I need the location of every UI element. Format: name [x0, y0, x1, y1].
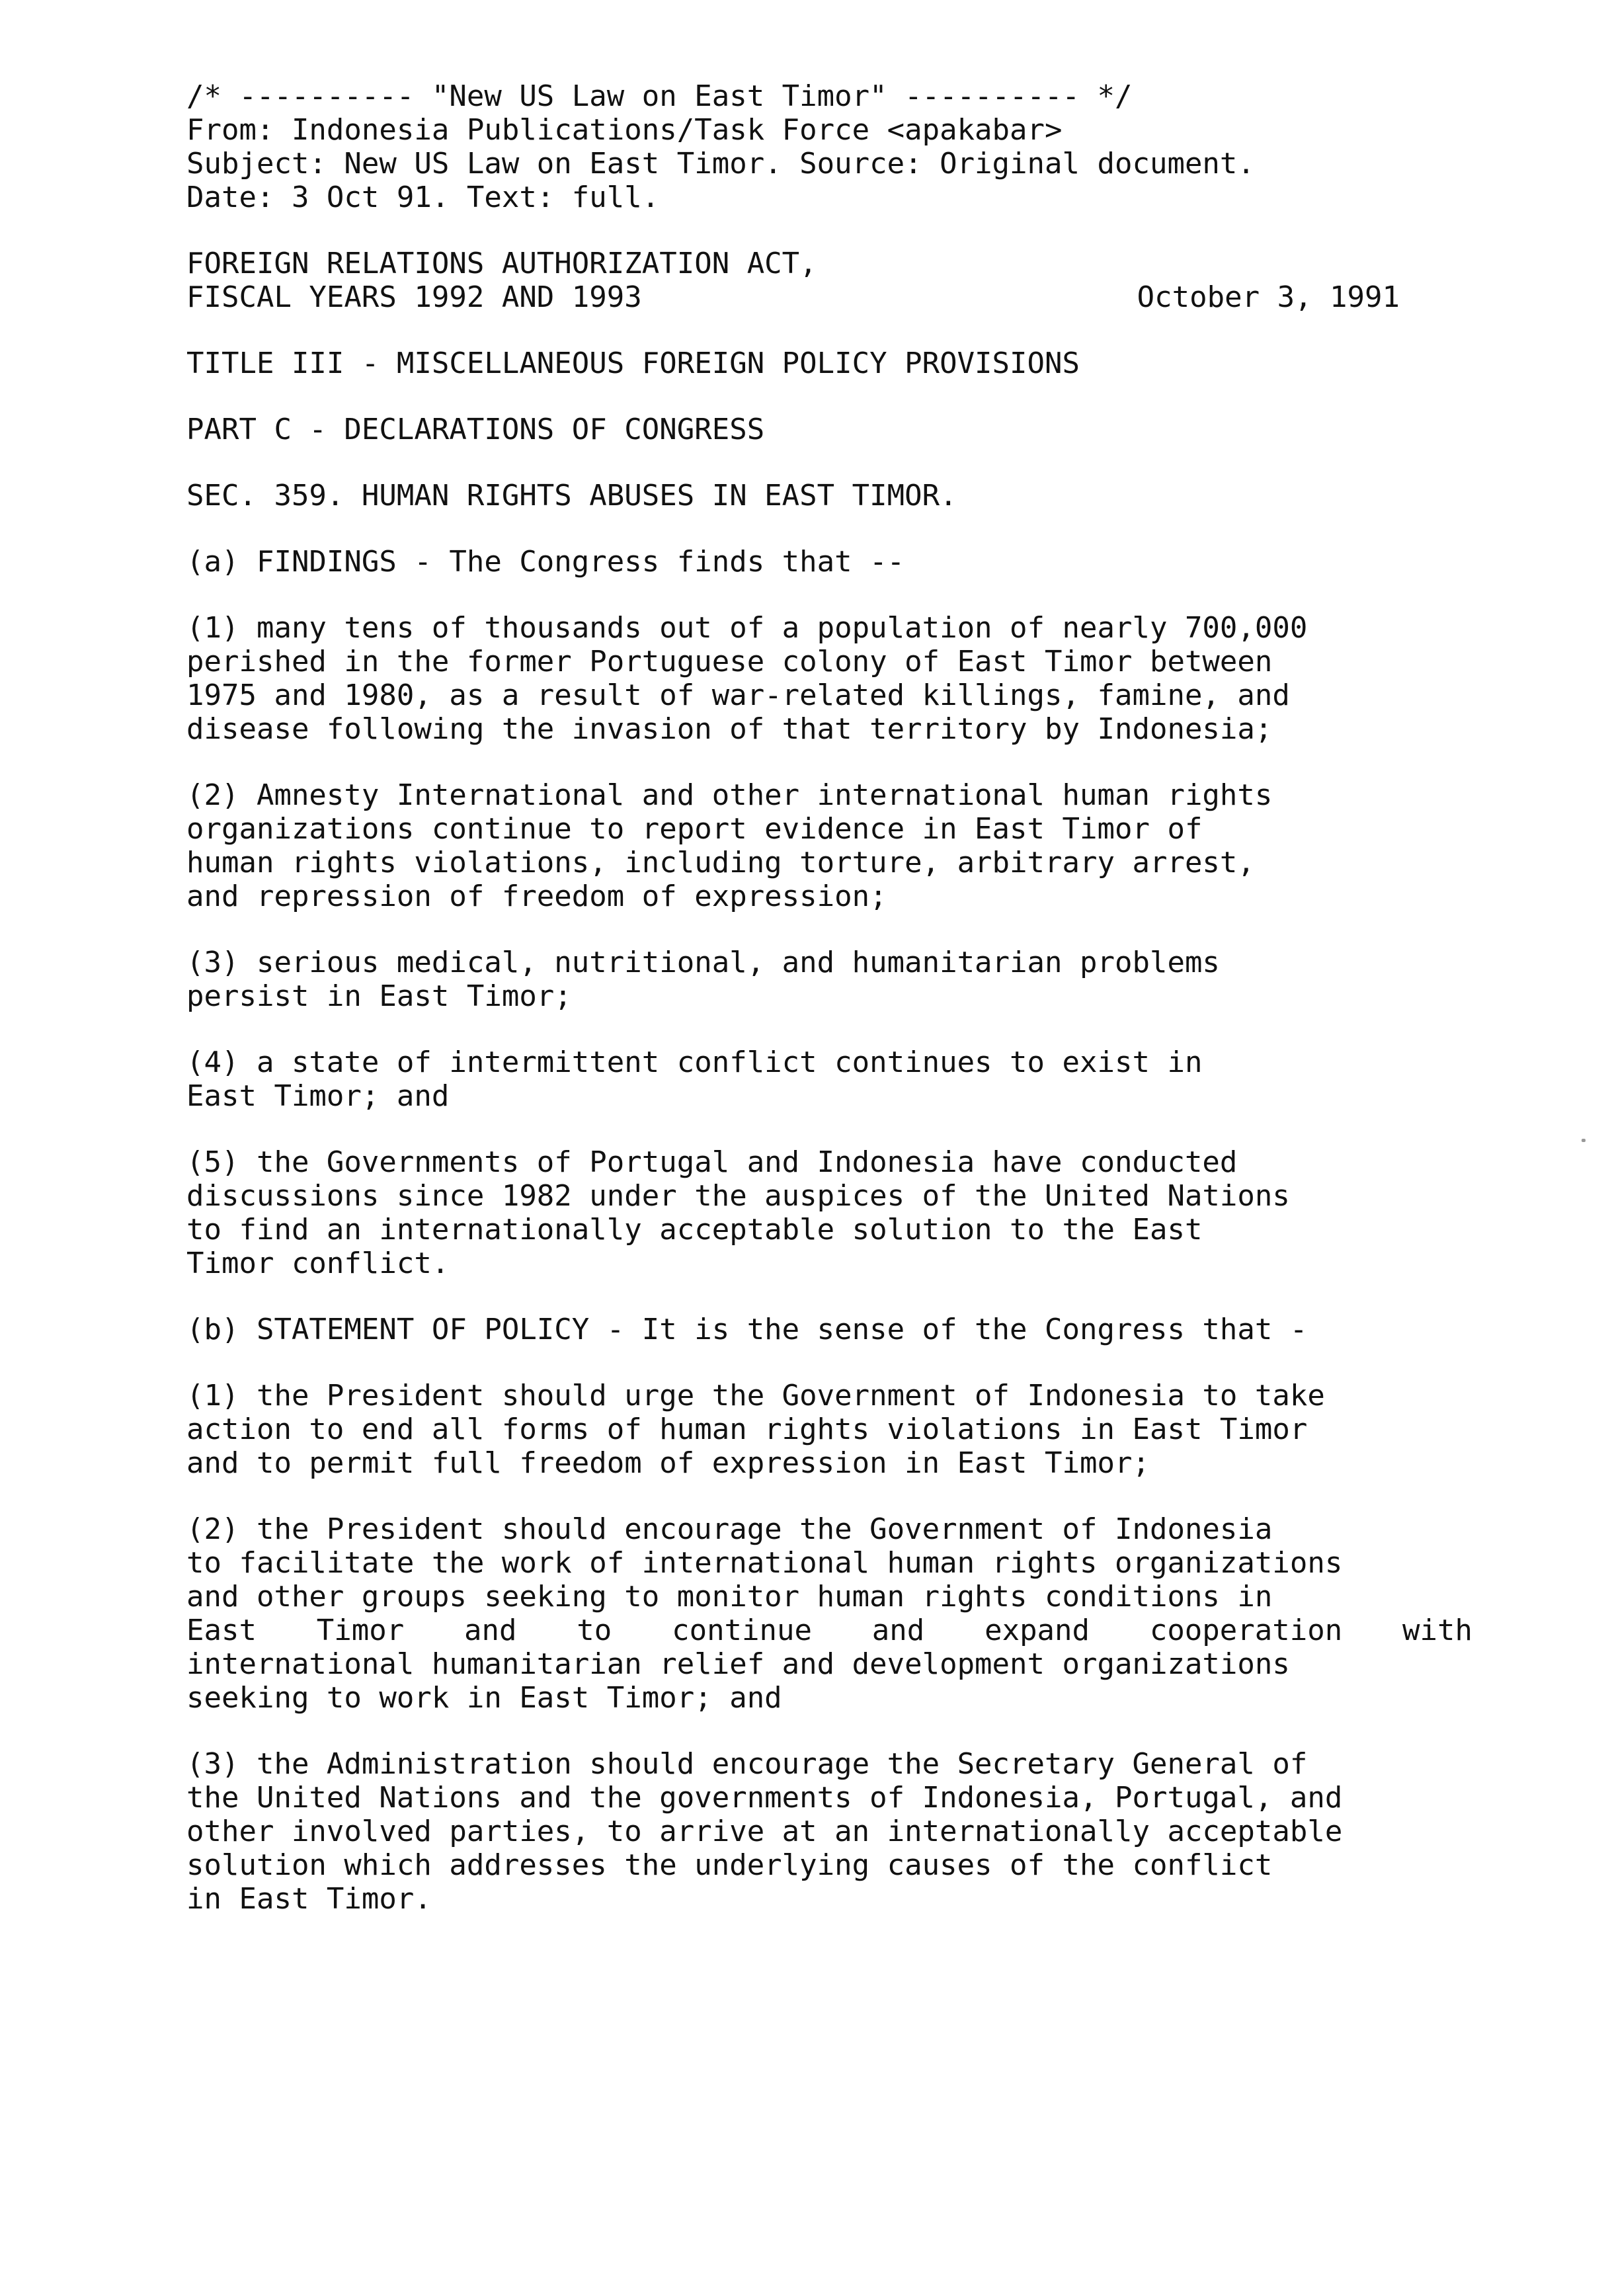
- finding-item-line: persist in East Timor;: [186, 979, 572, 1013]
- finding-item-line: Timor conflict.: [186, 1247, 450, 1280]
- policy-item-3-line: other involved parties, to arrive at an internationally acceptable: [186, 1815, 1343, 1848]
- policy-item-1-line: action to end all forms of human rights violations in East Timor: [186, 1413, 1308, 1446]
- document-page: [186, 79, 1482, 1948]
- finding-item-5: [186, 1145, 1482, 1280]
- policy-item-2-line: international humanitarian relief and development organizations: [186, 1647, 1290, 1681]
- policy-heading: [186, 1313, 1482, 1346]
- policy-heading-line: (b) STATEMENT OF POLICY - It is the sense of the Congress that -: [186, 1313, 1308, 1346]
- finding-item-line: (4) a state of intermittent conflict continues to exist in: [186, 1046, 1203, 1079]
- finding-item-line: organizations continue to report evidence in East Timor of: [186, 812, 1203, 846]
- finding-item-1: [186, 611, 1482, 746]
- policy-item-2-line: (2) the President should encourage the Government of Indonesia: [186, 1512, 1273, 1546]
- findings-list: [186, 611, 1482, 1280]
- finding-item-line: human rights violations, including torture, arbitrary arrest,: [186, 846, 1255, 880]
- section-line: SEC. 359. HUMAN RIGHTS ABUSES IN EAST TIMOR.: [186, 479, 957, 512]
- from-line: From: Indonesia Publications/Task Force <apakabar>: [186, 113, 1063, 147]
- findings-heading: [186, 545, 1482, 579]
- finding-item-2: [186, 778, 1482, 913]
- policy-item-2: [186, 1512, 1482, 1715]
- policy-item-2-justified-line: East Timor and to continue and expand cooperation with: [186, 1614, 1472, 1647]
- policy-item-1-line: and to permit full freedom of expression in East Timor;: [186, 1446, 1150, 1480]
- finding-item-4: [186, 1046, 1482, 1113]
- banner-line: /* ---------- "New US Law on East Timor" ---------- */: [186, 79, 1133, 113]
- policy-item-2-line: and other groups seeking to monitor human rights conditions in: [186, 1580, 1273, 1614]
- policy-item-3-line: the United Nations and the governments of Indonesia, Portugal, and: [186, 1781, 1343, 1815]
- finding-item-line: (3) serious medical, nutritional, and humanitarian problems: [186, 946, 1220, 979]
- act-title-line1: FOREIGN RELATIONS AUTHORIZATION ACT,: [186, 247, 817, 280]
- title-heading: [186, 347, 1482, 380]
- part-line: PART C - DECLARATIONS OF CONGRESS: [186, 413, 765, 446]
- date-line: Date: 3 Oct 91. Text: full.: [186, 181, 660, 214]
- finding-item-line: perished in the former Portuguese colony of East Timor between: [186, 645, 1273, 678]
- scan-speck: [1582, 1139, 1586, 1142]
- policy-item-1-line: (1) the President should urge the Government of Indonesia to take: [186, 1379, 1325, 1413]
- policy-item-3-line: solution which addresses the underlying causes of the conflict: [186, 1848, 1273, 1882]
- act-title-line2: FISCAL YEARS 1992 AND 1993: [186, 280, 642, 314]
- finding-item-line: to find an internationally acceptable solution to the East: [186, 1213, 1203, 1247]
- act-title-row: [186, 280, 1400, 314]
- section-heading: [186, 479, 1482, 512]
- finding-item-line: East Timor; and: [186, 1079, 450, 1113]
- policy-item-1: [186, 1379, 1482, 1480]
- findings-heading-line: (a) FINDINGS - The Congress finds that --: [186, 545, 905, 579]
- policy-item-3-line: (3) the Administration should encourage the Secretary General of: [186, 1747, 1308, 1781]
- finding-item-line: disease following the invasion of that territory by Indonesia;: [186, 712, 1273, 746]
- act-date: October 3, 1991: [1137, 280, 1400, 314]
- subject-line: Subject: New US Law on East Timor. Source: Original document.: [186, 147, 1255, 181]
- title-line: TITLE III - MISCELLANEOUS FOREIGN POLICY PROVISIONS: [186, 347, 1080, 380]
- finding-item-line: and repression of freedom of expression;: [186, 880, 887, 913]
- email-header: [186, 79, 1482, 214]
- finding-item-3: [186, 946, 1482, 1013]
- finding-item-line: discussions since 1982 under the auspices of the United Nations: [186, 1179, 1290, 1213]
- finding-item-line: (2) Amnesty International and other international human rights: [186, 778, 1273, 812]
- policy-item-2-line: seeking to work in East Timor; and: [186, 1681, 782, 1715]
- policy-item-3: [186, 1747, 1482, 1916]
- finding-item-line: (1) many tens of thousands out of a population of nearly 700,000: [186, 611, 1308, 645]
- finding-item-line: (5) the Governments of Portugal and Indonesia have conducted: [186, 1145, 1238, 1179]
- part-heading: [186, 413, 1482, 446]
- policy-item-3-line: in East Timor.: [186, 1882, 432, 1916]
- policy-item-2-line: to facilitate the work of international human rights organizations: [186, 1546, 1343, 1580]
- act-title-block: [186, 247, 1482, 314]
- finding-item-line: 1975 and 1980, as a result of war-related killings, famine, and: [186, 678, 1290, 712]
